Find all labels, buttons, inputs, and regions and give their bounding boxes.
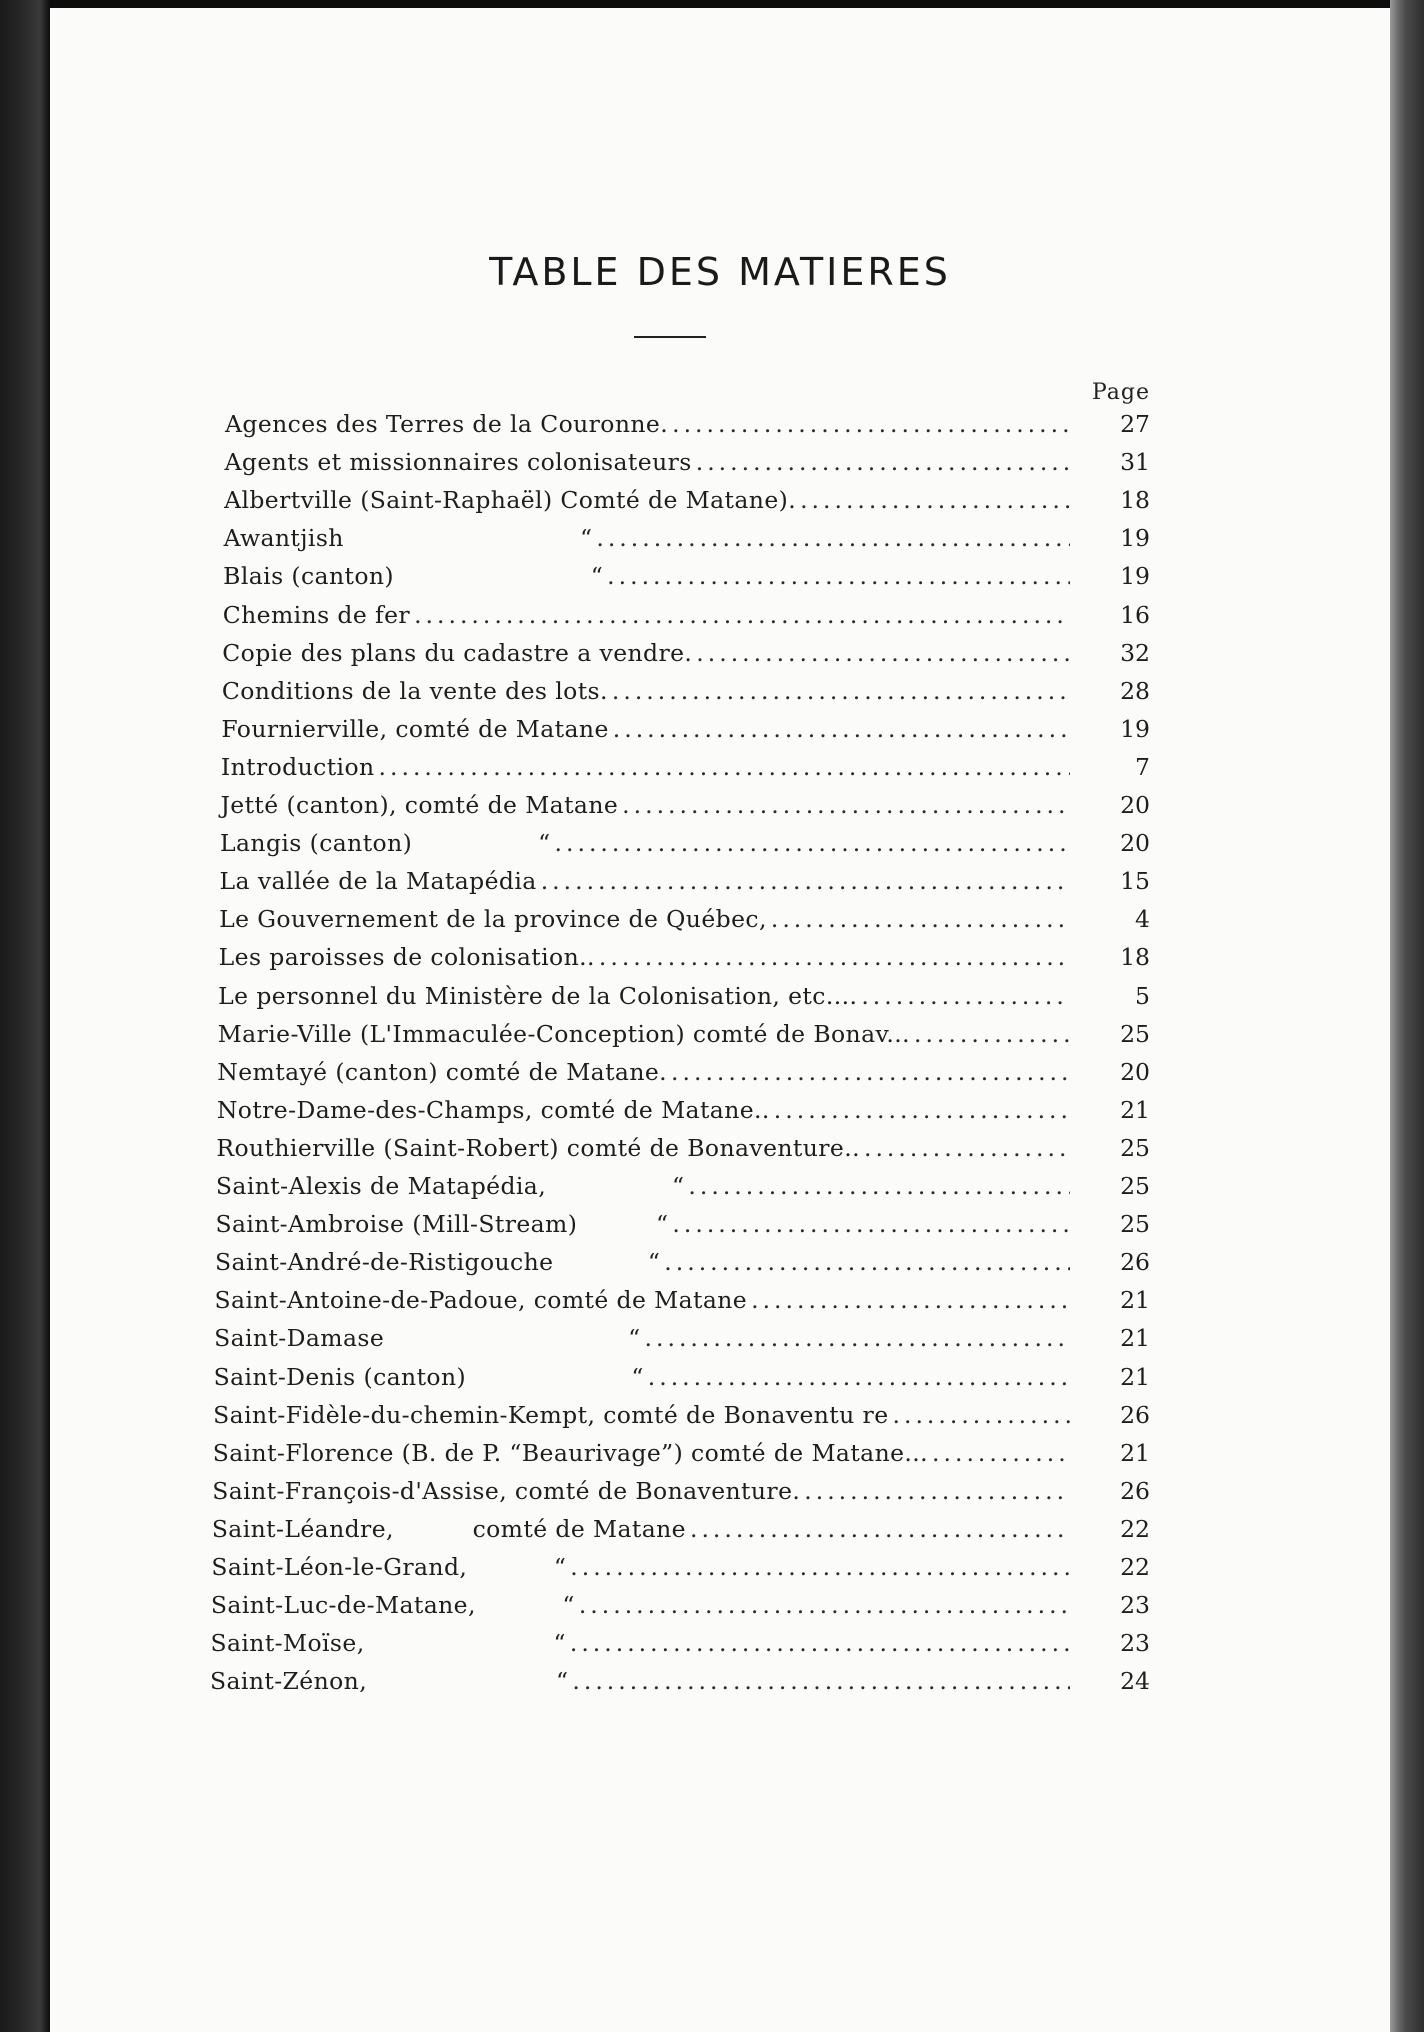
toc-dot-leader: [751, 1286, 1070, 1314]
toc-dot-leader: [864, 1134, 1070, 1162]
toc-entry: [220, 857, 1150, 895]
toc-dot-leader: [541, 867, 1070, 895]
toc-dot-leader: [800, 486, 1070, 514]
toc-entry-label: Agences des Terres de la Couronne.: [225, 410, 669, 438]
toc-dot-leader: [861, 982, 1070, 1010]
toc-entry: [219, 895, 1150, 933]
toc-dot-leader: [572, 1667, 1070, 1695]
toc-entry-label: Saint-Moïse, “: [210, 1629, 566, 1658]
toc-entry: [217, 1048, 1150, 1086]
book-spine-edge: [1390, 0, 1424, 2032]
toc-entry: [223, 591, 1150, 629]
toc-entry: [215, 1200, 1150, 1238]
toc-entry-label: Nemtayé (canton) comté de Matane.: [217, 1057, 668, 1086]
toc-entry-page-number: 21: [1120, 1362, 1150, 1391]
toc-entry-page-number: 21: [1120, 1095, 1150, 1124]
toc-dot-leader: [645, 1324, 1070, 1352]
toc-entry: [224, 476, 1150, 514]
toc-entry: [220, 781, 1150, 819]
toc-entry: [225, 400, 1150, 438]
toc-entry-page-number: 21: [1120, 1324, 1150, 1353]
toc-entry-label: Saint-François-d'Assise, comté de Bonaventure.: [212, 1476, 801, 1505]
toc-dot-leader: [672, 410, 1070, 438]
toc-entry-page-number: 25: [1120, 1172, 1150, 1200]
toc-entry-label: Albertville (Saint-Raphaël) Comté de Matane).: [224, 486, 797, 515]
toc-dot-leader: [579, 1591, 1070, 1619]
toc-dot-leader: [607, 562, 1070, 590]
toc-entry-label: Blais (canton) “: [223, 562, 604, 591]
toc-entry-label: Saint-Antoine-de-Padoue, comté de Matane: [214, 1286, 748, 1315]
toc-entry-page-number: 21: [1120, 1438, 1150, 1467]
toc-dot-leader: [771, 905, 1070, 933]
toc-dot-leader: [596, 524, 1070, 552]
toc-dot-leader: [414, 601, 1070, 629]
toc-entry-label: Saint-Léandre, comté de Matane: [211, 1514, 686, 1543]
toc-dot-leader: [612, 677, 1070, 705]
toc-entry-label: Copie des plans du cadastre a vendre.: [222, 638, 693, 667]
title-divider: [634, 336, 706, 338]
toc-entry: [212, 1505, 1150, 1543]
toc-entry: [224, 514, 1150, 552]
toc-entry-page-number: 26: [1120, 1476, 1150, 1505]
toc-entry: [211, 1581, 1150, 1619]
toc-entry-page-number: 28: [1120, 676, 1150, 705]
toc-entry-label: Saint-Denis (canton) “: [213, 1362, 644, 1391]
toc-entry-page-number: 19: [1120, 562, 1150, 591]
toc-entry-page-number: 19: [1120, 524, 1150, 553]
toc-entry-label: Saint-Fidèle-du-chemin-Kempt, comté de Bonaventu re: [213, 1400, 889, 1429]
toc-dot-leader: [671, 1058, 1070, 1086]
toc-entry-page-number: 18: [1120, 943, 1150, 972]
toc-dot-leader: [690, 1515, 1070, 1543]
page-title: TABLE DES MATIERES: [489, 250, 951, 294]
toc-entry: [216, 1162, 1150, 1200]
toc-dot-leader: [932, 1439, 1070, 1467]
toc-entry-label: Saint-Léon-le-Grand, “: [211, 1553, 567, 1581]
toc-dot-leader: [613, 715, 1070, 743]
toc-entry-label: Le Gouvernement de la province de Québec,: [219, 905, 767, 934]
toc-dot-leader: [570, 1553, 1070, 1581]
toc-entry: [213, 1391, 1150, 1429]
toc-entry-label: La vallée de la Matapédia: [219, 867, 537, 896]
toc-dot-leader: [914, 1020, 1070, 1048]
toc-entry: [221, 743, 1150, 781]
toc-entry-page-number: 16: [1120, 600, 1150, 629]
toc-entry: [218, 1010, 1150, 1048]
toc-dot-leader: [599, 943, 1070, 971]
toc-entry: [215, 1276, 1150, 1314]
toc-entry: [212, 1467, 1150, 1505]
toc-entry-page-number: 27: [1120, 410, 1150, 438]
toc-entry-label: Awantjish “: [223, 524, 593, 553]
toc-entry: [222, 667, 1150, 705]
toc-entry: [215, 1238, 1150, 1276]
toc-dot-leader: [688, 1172, 1070, 1200]
toc-entry: [221, 705, 1150, 743]
toc-entry-label: Saint-Damase “: [214, 1324, 641, 1353]
toc-entry: [223, 552, 1150, 590]
toc-entry-page-number: 22: [1120, 1553, 1150, 1581]
page-column-header: Page: [1091, 380, 1150, 405]
toc-dot-leader: [774, 1096, 1070, 1124]
toc-entry-label: Saint-Ambroise (Mill-Stream) “: [215, 1210, 669, 1239]
facing-page-edge: [0, 0, 50, 2032]
toc-dot-leader: [664, 1248, 1070, 1276]
toc-entry: [214, 1314, 1150, 1352]
toc-entry-page-number: 19: [1120, 714, 1150, 743]
toc-dot-leader: [555, 829, 1070, 857]
toc-entry-label: Saint-Zénon, “: [210, 1667, 569, 1696]
document-page: [50, 8, 1390, 2032]
toc-entry-label: Chemins de fer: [222, 600, 411, 629]
toc-entry: [218, 972, 1150, 1010]
toc-entry-page-number: 22: [1120, 1514, 1150, 1543]
toc-entry-label: Langis (canton) “: [220, 829, 551, 858]
toc-dot-leader: [672, 1210, 1070, 1238]
toc-entry-page-number: 5: [1135, 981, 1150, 1010]
toc-entry-label: Jetté (canton), comté de Matane: [220, 791, 619, 819]
toc-entry-label: Agents et missionnaires colonisateurs: [224, 448, 692, 477]
toc-dot-leader: [648, 1363, 1070, 1391]
toc-entry-label: Saint-Florence (B. de P. “Beaurivage”) comté de Matane...: [212, 1438, 929, 1467]
toc-entry-label: Saint-Luc-de-Matane, “: [210, 1591, 575, 1620]
toc-entry-page-number: 25: [1120, 1210, 1150, 1239]
toc-entry-page-number: 23: [1120, 1629, 1150, 1658]
toc-entry-page-number: 4: [1135, 905, 1150, 934]
toc-entry-label: Fournierville, comté de Matane: [221, 714, 609, 743]
toc-entry-label: Marie-Ville (L'Immaculée-Conception) comté de Bonav...: [217, 1019, 910, 1048]
toc-entry-page-number: 20: [1120, 829, 1150, 858]
toc-entry-page-number: 25: [1120, 1133, 1150, 1162]
toc-entry-page-number: 18: [1120, 486, 1150, 515]
toc-entry-page-number: 20: [1120, 1057, 1150, 1086]
toc-entry-label: Notre-Dame-des-Champs, comté de Matane..: [216, 1095, 770, 1124]
toc-dot-leader: [893, 1401, 1070, 1429]
toc-entry-page-number: 15: [1120, 867, 1150, 896]
toc-entry-page-number: 32: [1120, 638, 1150, 667]
toc-entry: [216, 1124, 1150, 1162]
toc-entry-page-number: 7: [1135, 752, 1150, 781]
toc-entry: [211, 1543, 1150, 1581]
toc-entry-page-number: 24: [1120, 1667, 1150, 1696]
toc-dot-leader: [570, 1629, 1070, 1657]
toc-dot-leader: [622, 791, 1070, 819]
toc-entry: [210, 1619, 1150, 1657]
toc-entry-label: Introduction: [220, 752, 375, 781]
toc-entry-page-number: 26: [1120, 1248, 1150, 1277]
toc-entry-page-number: 26: [1120, 1400, 1150, 1429]
toc-entry: [222, 629, 1150, 667]
toc-entry-page-number: 20: [1120, 791, 1150, 819]
toc-entry: [219, 933, 1150, 971]
toc-dot-leader: [696, 448, 1070, 476]
toc-entry: [225, 438, 1150, 476]
toc-entry-label: Conditions de la vente des lots.: [221, 676, 608, 705]
toc-entry-label: Routhierville (Saint-Robert) comté de Bonaventure..: [216, 1133, 860, 1162]
toc-entry-page-number: 31: [1120, 448, 1150, 477]
toc-entry-page-number: 25: [1120, 1019, 1150, 1048]
toc-entry-page-number: 21: [1120, 1286, 1150, 1315]
toc-entry: [210, 1657, 1150, 1695]
toc-entry-label: Saint-Alexis de Matapédia, “: [215, 1172, 685, 1200]
toc-entry-label: Le personnel du Ministère de la Colonisation, etc....: [218, 981, 858, 1010]
toc-entry: [217, 1086, 1150, 1124]
toc-entry: [220, 819, 1150, 857]
toc-dot-leader: [696, 639, 1070, 667]
toc-entry: [214, 1353, 1150, 1391]
toc-entry: [213, 1429, 1150, 1467]
toc-entry-label: Saint-André-de-Ristigouche “: [215, 1248, 661, 1277]
toc-dot-leader: [379, 753, 1070, 781]
toc-entry-label: Les paroisses de colonisation..: [218, 943, 595, 972]
toc-dot-leader: [804, 1477, 1070, 1505]
toc-entry-page-number: 23: [1120, 1591, 1150, 1620]
